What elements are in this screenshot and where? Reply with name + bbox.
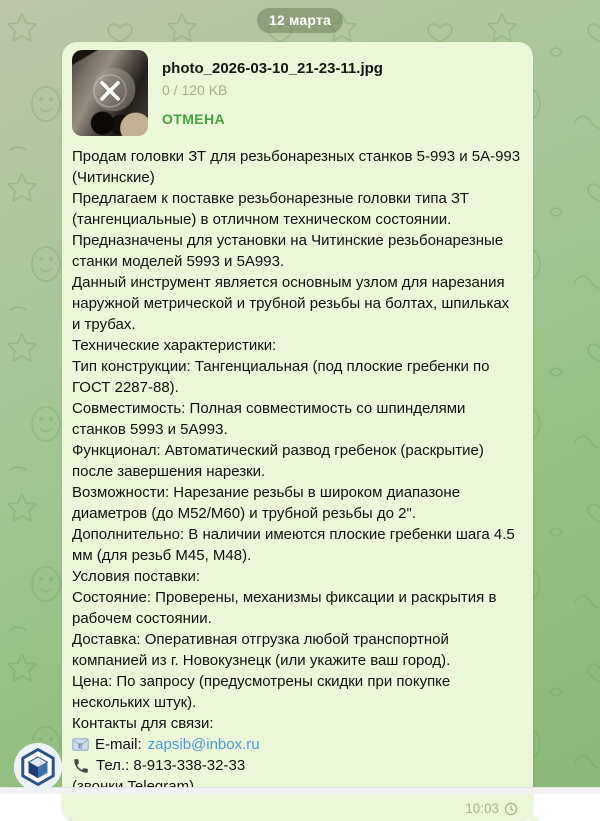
photo-thumbnail[interactable] <box>72 50 148 136</box>
message-paragraph: Контакты для связи: <box>72 715 214 732</box>
message-paragraph: Доставка: Оперативная отгрузка любой транспортной компанией из г. Новокузнецк (или укажите ваш город). <box>72 631 451 669</box>
message-paragraph: Предлагаем к поставке резьбонарезные головки типа ЗТ (тангенциальные) в отличном техническом состоянии. <box>72 190 469 228</box>
message-paragraph: Возможности: Нарезание резьбы в широком диапазоне диаметров (до М52/М60) и трубной резьбы до 2". <box>72 484 461 522</box>
message-paragraph: Условия поставки: <box>72 568 201 585</box>
message-paragraph: Технические характеристики: <box>72 337 277 354</box>
cancel-upload-button[interactable]: ОТМЕНА <box>162 111 226 127</box>
message-text <box>72 146 521 797</box>
upload-progress: 0 / 120 KB <box>162 82 228 98</box>
cube-logo-icon <box>14 743 62 791</box>
input-bar-edge <box>0 787 600 794</box>
message-meta <box>465 801 518 816</box>
svg-text:E: E <box>78 743 83 751</box>
attachment-info <box>162 50 383 136</box>
message-paragraph: Дополнительно: В наличии имеются плоские гребенки шага 4.5 мм (для резьб М45, М48). <box>72 526 515 564</box>
message-timestamp: 10:03 <box>465 801 499 816</box>
message-paragraph: Данный инструмент является основным узлом для нарезания наружной метрической и трубной резьбы на болтах, шпильках и трубах. <box>72 274 510 333</box>
message-paragraph: Продам головки ЗТ для резьбонарезных станков 5-993 и 5А-993 (Читинские) <box>72 148 521 186</box>
email-link[interactable]: zapsib@inbox.ru <box>147 736 260 753</box>
date-badge-label: 12 марта <box>268 12 332 28</box>
bubble-tail <box>529 805 541 821</box>
phone-number: Тел.: 8-913-338-32-33 <box>96 757 246 774</box>
attachment-row <box>72 50 521 136</box>
clock-pending-icon <box>504 802 518 816</box>
date-badge[interactable] <box>257 8 343 33</box>
avatar[interactable] <box>14 743 62 791</box>
envelope-icon <box>72 738 89 751</box>
email-label: E-mail: <box>95 736 142 753</box>
message-paragraph: Функционал: Автоматический развод гребенок (раскрытие) после завершения нарезки. <box>72 442 484 480</box>
phone-icon <box>72 757 90 775</box>
message-paragraph: Состояние: Проверены, механизмы фиксации и раскрытия в рабочем состоянии. <box>72 589 497 627</box>
message-bubble <box>62 42 533 821</box>
cancel-x-icon[interactable] <box>92 73 128 109</box>
email-line <box>72 734 521 755</box>
message-paragraph: Цена: По запросу (предусмотрены скидки при покупке нескольких штук). <box>72 673 451 711</box>
phone-line <box>72 755 521 776</box>
message-paragraph: Тип конструкции: Тангенциальная (под плоские гребенки по ГОСТ 2287-88). <box>72 358 490 396</box>
message-paragraph: Совместимость: Полная совместимость со шпинделями станков 5993 и 5А993. <box>72 400 466 438</box>
message-paragraph: Предназначены для установки на Читинские резьбонарезные станки моделей 5993 и 5А993. <box>72 232 504 270</box>
attachment-filename: photo_2026-03-10_21-23-11.jpg <box>162 60 383 77</box>
